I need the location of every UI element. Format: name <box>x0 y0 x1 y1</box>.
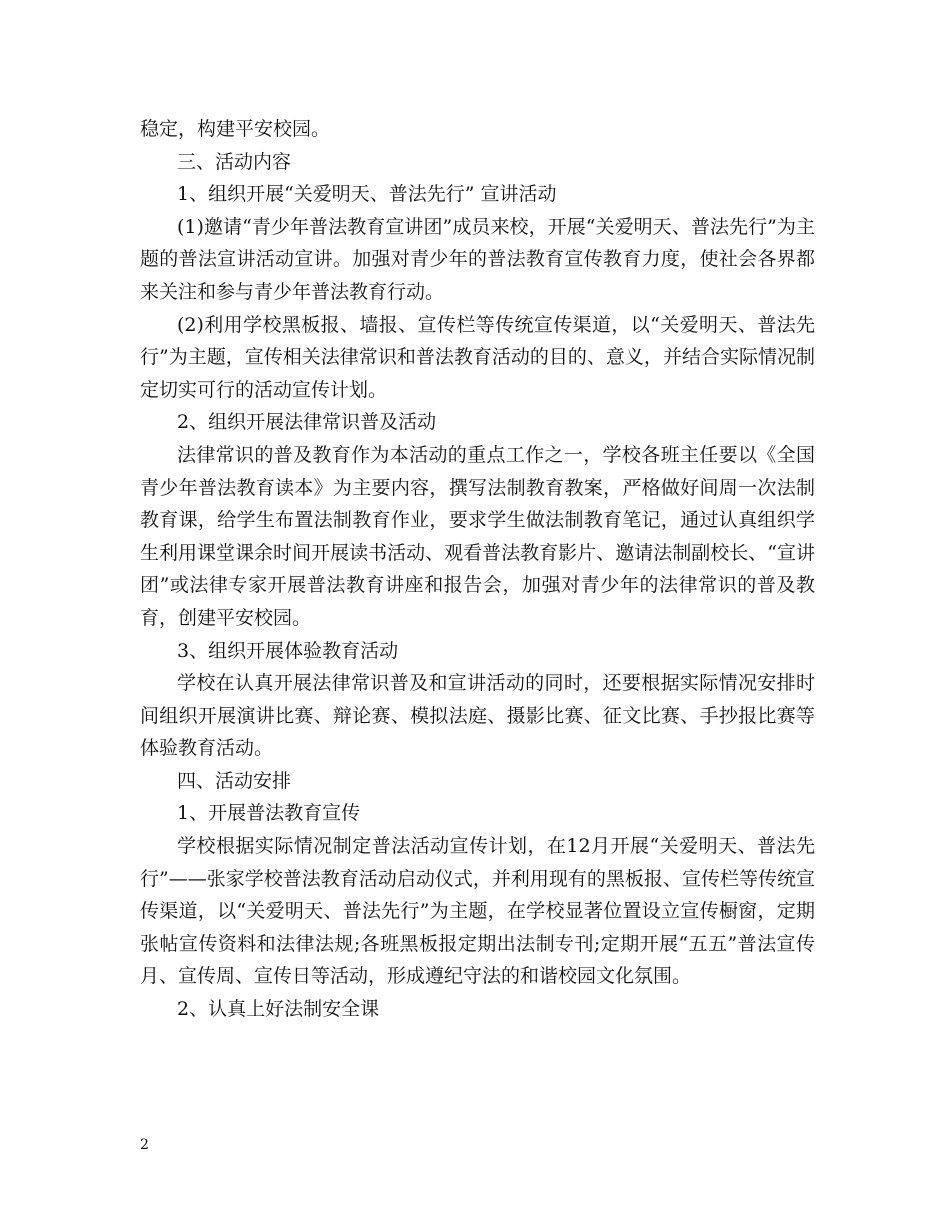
paragraph-invite-group: (1)邀请“青少年普法教育宣讲团”成员来校，开展“关爱明天、普法先行”为主题的普法宣讲活动宣讲。加强对青少年的普法教育宣传教育力度，使社会各界都来关注和参与青少年普法教育行动。 <box>140 215 815 303</box>
subheading-safety-class: 2、认真上好法制安全课 <box>177 998 380 1021</box>
page-number: 2 <box>140 1137 149 1153</box>
paragraph-law-publicity: 学校根据实际情况制定普法活动宣传计划，在12月开展“关爱明天、普法先行”——张家学校普法教育活动启动仪式，并利用现有的黑板报、宣传栏等传统宣传渠道，以“关爱明天、普法先行”为主题，在学校显著位置设立宣传橱窗，定期张帖宣传资料和法律法规;各班黑板报定期出法制专刊;定期开展“五五”普法宣传月、宣传周、宣传日等活动，形成遵纪守法的和谐校园文化氛围。 <box>140 835 815 988</box>
document-body <box>140 113 815 1026</box>
heading-activity-content: 三、活动内容 <box>177 150 292 173</box>
paragraph-legal-knowledge: 法律常识的普及教育作为本活动的重点工作之一，学校各班主任要以《全国青少年普法教育读本》为主要内容，撰写法制教育教案，严格做好间周一次法制教育课，给学生布置法制教育作业，要求学生做法制教育笔记，通过认真组织学生利用课堂课余时间开展读书活动、观看普法教育影片、邀请法制副校长、“宣讲团”或法律专家开展普法教育讲座和报告会，加强对青少年的法律常识的普及教育，创建平安校园。 <box>140 443 815 629</box>
paragraph-intro-end: 稳定，构建平安校园。 <box>140 118 331 140</box>
paragraph-use-blackboard: (2)利用学校黑板报、墙报、宣传栏等传统宣传渠道，以“关爱明天、普法先行”为主题，宣传相关法律常识和普法教育活动的目的、意义，并结合实际情况制定切实可行的活动宣传计划。 <box>140 313 815 401</box>
subheading-law-publicity: 1、开展普法教育宣传 <box>177 802 361 825</box>
heading-activity-arrangement: 四、活动安排 <box>177 769 292 792</box>
subheading-legal-knowledge: 2、组织开展法律常识普及活动 <box>177 411 437 434</box>
subheading-publicity-activity: 1、组织开展“关爱明天、普法先行” 宣讲活动 <box>177 183 557 206</box>
paragraph-experience-education: 学校在认真开展法律常识普及和宣讲活动的同时，还要根据实际情况安排时间组织开展演讲比赛、辩论赛、模拟法庭、摄影比赛、征文比赛、手抄报比赛等体验教育活动。 <box>140 672 815 760</box>
subheading-experience-education: 3、组织开展体验教育活动 <box>177 639 399 662</box>
